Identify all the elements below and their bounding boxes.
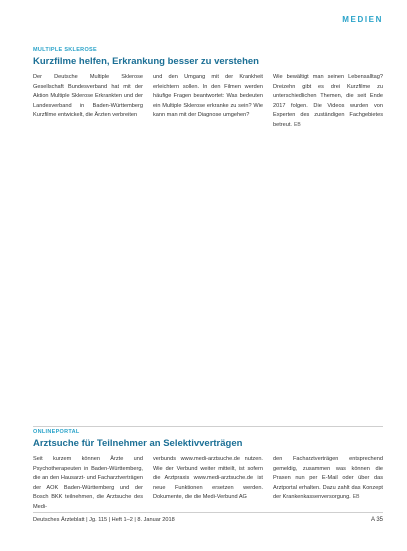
journal-citation: Deutsches Ärzteblatt | Jg. 115 | Heft 1–2 | 8. Januar 2018 [33, 517, 175, 523]
article-kicker: MULTIPLE SKLEROSE [33, 47, 97, 53]
page-header [0, 0, 407, 38]
article-columns [33, 455, 383, 513]
article-column-3: den Facharztverträgen entsprechend gemeldig, zusammen was können die Praxen nun per E-Mail oder über das Arztportal erhalten. Dazu zahlt das Konzept der Krankenkassenversorgung. EB [273, 456, 383, 501]
article-headline: Arztsuche für Teilnehmer an Selektivverträgen [33, 438, 243, 449]
article-columns [33, 73, 383, 131]
end-mark: EB [293, 121, 301, 128]
page-number: A 35 [370, 517, 383, 523]
end-mark: EB [352, 494, 360, 501]
article-column-2: und den Umgang mit der Krankheit erleichtern sollen. In den Filmen werden häufige Fragen beantwortet: Was bedeuten ein Multiple Sklerose erkranke zu sein? Wie kann man mit der Diagnose umgehen? [153, 74, 263, 119]
section-label: MEDIEN [342, 15, 383, 24]
article-onlineportal [33, 429, 383, 513]
article-column-3: Wie bewältigt man seinen Lebensalltag? Dreizehn gibt es drei Kurzfilme zu unterschiedlichen Themen, die seit Ende 2017 folgen. Die Videos wurden von Experten des zuständigen Fachgebietes betreut. EB [273, 74, 383, 128]
article-multiple-sklerose [33, 47, 383, 131]
page-footer [33, 517, 383, 523]
article-column-1: Der Deutsche Multiple Sklerose Gesellschaft Bundesverband hat mit der Aktion Multiple Sklerose Erkrankten und der Landesverband in Baden-Württemberg Kurzfilme entwickelt, die Ärzten verbreiten [33, 74, 143, 119]
article-headline: Kurzfilme helfen, Erkrankung besser zu verstehen [33, 56, 259, 67]
footer-divider [33, 512, 383, 513]
article-kicker: ONLINEPORTAL [33, 429, 80, 435]
article-column-2: verbunds www.medi-arztsuche.de nutzen. Wie der Verbund weiter mitteilt, ist sofern die Arztpraxis www.medi-arztsuche.de ist neue Funktionen ersetzen werden. Dokumente, die die Medi-Verbund AG [153, 456, 263, 501]
article-divider [33, 426, 383, 427]
article-column-1: Seit kurzem können Ärzte und Psychotherapeuten in Baden-Württemberg, die an den Hausarzt- und Facharztverträgen der AOK Baden-Württemberg und der Bosch BKK teilnehmen, die Arztsuche des Medi- [33, 456, 143, 510]
